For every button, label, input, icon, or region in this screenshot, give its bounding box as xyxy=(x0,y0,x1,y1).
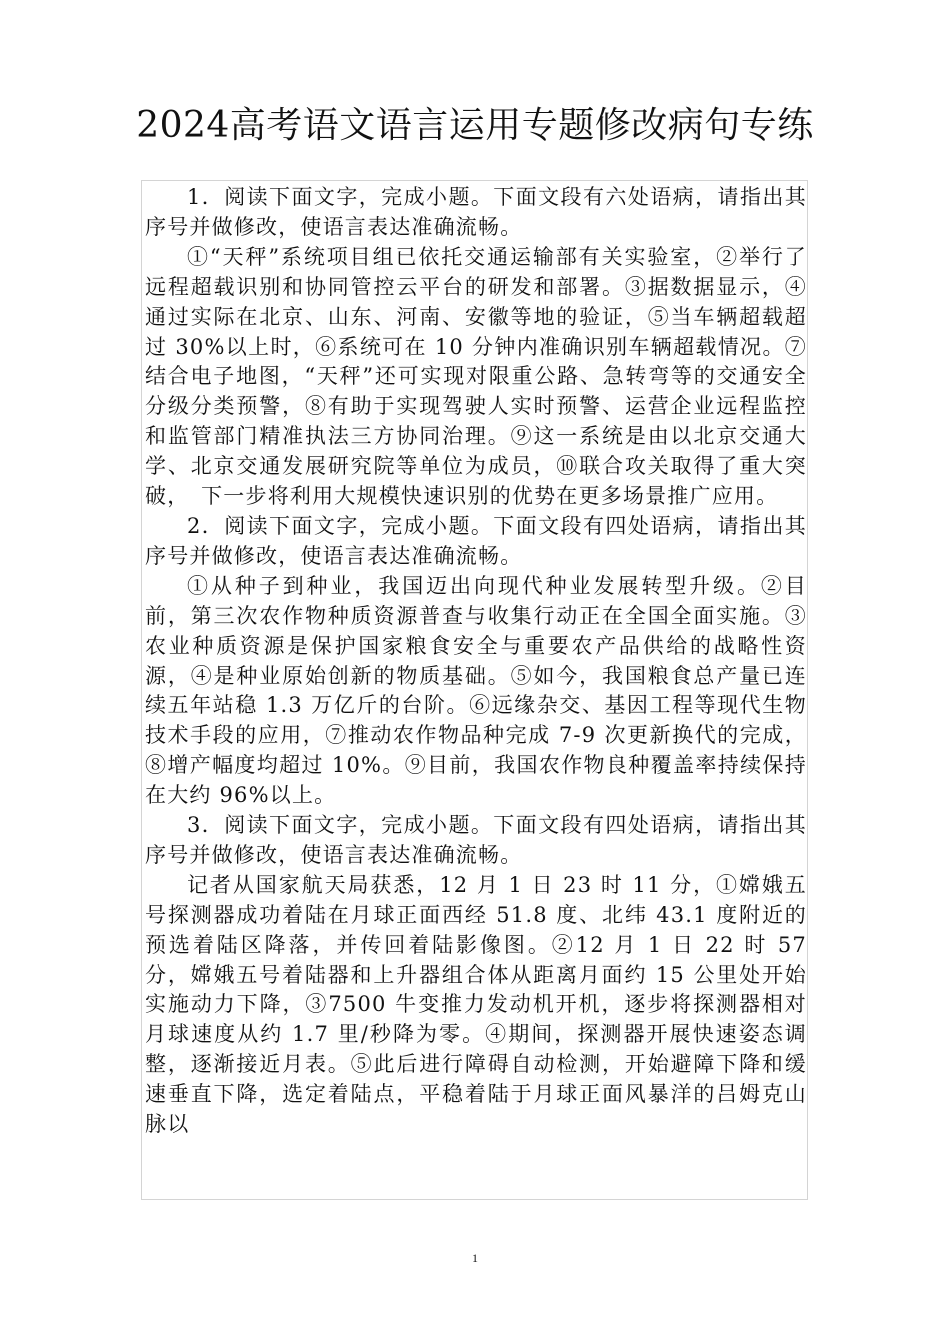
question-1-passage: ①“天秤”系统项目组已依托交通运输部有关实验室，②举行了远程超载识别和协同管控云平台的研发和部署。③据数据显示，④通过实际在北京、山东、河南、安徽等地的验证，⑤当车辆超载超过 30%以上时，⑥系统可在 10 分钟内准确识别车辆超载情况。⑦结合电子地图，“天秤”还可实现对限重公路、急转弯等的交通安全分级分类预警，⑧有助于实现驾驶人实时预警、运营企业远程监控和监管部门精准执法三方协同治理。⑨这一系统是由以北京交通大学、北京交通发展研究院等单位为成员，⑩联合攻关取得了重大突破， 下一步将利用大规模快速识别的优势在更多场景推广应用。 xyxy=(145,244,807,509)
content-frame xyxy=(141,180,808,1200)
question-2-passage: ①从种子到种业，我国迈出向现代种业发展转型升级。②目前，第三次农作物种质资源普查与收集行动正在全国全面实施。③农业种质资源是保护国家粮食安全与重要农产品供给的战略性资源，④是种业原始创新的物质基础。⑤如今，我国粮食总产量已连续五年站稳 1.3 万亿斤的台阶。⑥远缘杂交、基因工程等现代生物技术手段的应用，⑦推动农作物品种完成 7-9 次更新换代的完成，⑧增产幅度均超过 10%。⑨目前，我国农作物良种覆盖率持续保持在大约 96%以上。 xyxy=(145,573,807,808)
page-title: 2024高考语文语言运用专题修改病句专练 xyxy=(136,105,814,146)
question-2-prompt: 2．阅读下面文字，完成小题。下面文段有四处语病，请指出其序号并做修改，使语言表达准确流畅。 xyxy=(145,513,807,568)
question-3-passage: 记者从国家航天局获悉，12 月 1 日 23 时 11 分，①嫦娥五号探测器成功着陆在月球正面西经 51.8 度、北纬 43.1 度附近的预选着陆区降落，并传回着陆影像图。②12 月 1 日 22 时 57 分，嫦娥五号着陆器和上升器组合体从距离月面约 15 公里处开始实施动力下降，③7500 牛变推力发动机开机，逐步将探测器相对月球速度从约 1.7 里/秒降为零。④期间，探测器开展快速姿态调整，逐渐接近月表。⑤此后进行障碍自动检测，开始避障下降和缓速垂直下降，选定着陆点，平稳着陆于月球正面风暴洋的吕姆克山脉以 xyxy=(145,872,807,1137)
page-number: 1 xyxy=(472,1251,478,1265)
question-3-prompt: 3．阅读下面文字，完成小题。下面文段有四处语病，请指出其序号并做修改，使语言表达准确流畅。 xyxy=(145,813,807,867)
question-1-prompt: 1．阅读下面文字，完成小题。下面文段有六处语病，请指出其序号并做修改，使语言表达准确流畅。 xyxy=(145,185,807,239)
